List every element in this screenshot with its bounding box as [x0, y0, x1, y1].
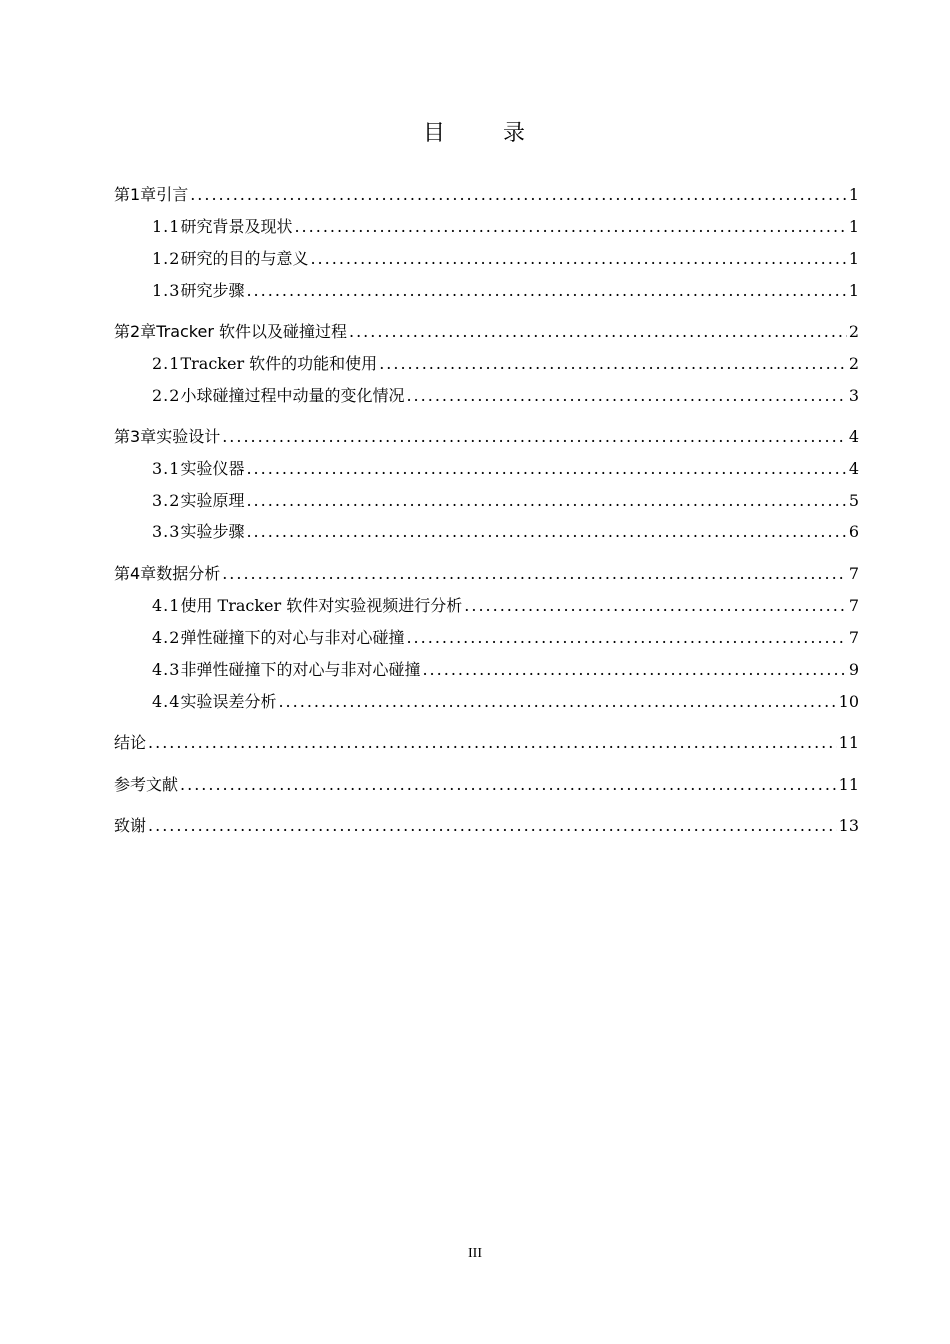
toc-entry-title: 致谢 [114, 816, 147, 835]
toc-section-entry[interactable] [114, 353, 859, 375]
toc-dot-leader [222, 563, 847, 585]
toc-entry-number: 2.2 [152, 386, 181, 405]
toc-entry-page: 1 [848, 281, 859, 300]
toc-dot-leader [148, 732, 837, 754]
toc-entry-number: 1.3 [152, 281, 181, 300]
toc-section-entry[interactable] [114, 280, 859, 302]
title-char-2: 录 [503, 121, 528, 146]
toc-dot-leader [310, 248, 846, 270]
toc-entry-title: 结论 [114, 733, 147, 752]
toc-entry-number: 3.1 [152, 459, 181, 478]
toc-entry-number: 4.3 [152, 660, 181, 679]
toc-entry-page: 1 [848, 185, 859, 204]
toc-dot-leader [190, 184, 847, 206]
toc-entry-title: Tracker 软件以及碰撞过程 [156, 322, 347, 341]
toc-entry-title: 实验原理 [180, 491, 245, 510]
toc-entry-number: 2.1 [152, 354, 181, 373]
toc-entry-title: 小球碰撞过程中动量的变化情况 [180, 386, 405, 405]
toc-entry-number: 1.2 [152, 249, 181, 268]
toc-entry-number: 第2章 [114, 322, 157, 341]
toc-dot-leader [246, 458, 846, 480]
toc-chapter-entry[interactable] [114, 774, 859, 796]
toc-dot-leader [406, 627, 846, 649]
toc-entry-page: 11 [838, 775, 859, 794]
toc-dot-leader [349, 321, 847, 343]
toc-section-entry[interactable] [114, 248, 859, 270]
toc-entry-page: 4 [848, 427, 859, 446]
toc-entry-title: 弹性碰撞下的对心与非对心碰撞 [180, 628, 405, 647]
toc-entry-title: 研究的目的与意义 [180, 249, 309, 268]
toc-section-entry[interactable] [114, 521, 859, 543]
toc-section-entry[interactable] [114, 385, 859, 407]
toc-entry-number: 1.1 [152, 217, 181, 236]
toc-section-entry[interactable] [114, 490, 859, 512]
toc-entry-title: 实验误差分析 [180, 692, 277, 711]
toc-entry-number: 4.1 [152, 596, 181, 615]
toc-chapter-entry[interactable] [114, 184, 859, 206]
toc-entry-number: 3.2 [152, 491, 181, 510]
toc-entry-page: 10 [838, 692, 859, 711]
toc-dot-leader [180, 774, 837, 796]
toc-entry-title: 引言 [156, 185, 189, 204]
toc-entry-number: 4.2 [152, 628, 181, 647]
toc-entry-page: 13 [838, 816, 859, 835]
toc-dot-leader [246, 490, 846, 512]
toc-section-entry[interactable] [114, 659, 859, 681]
toc-entry-page: 3 [848, 386, 859, 405]
toc-entry-page: 2 [848, 322, 859, 341]
toc-entry-page: 9 [848, 660, 859, 679]
toc-chapter-entry[interactable] [114, 732, 859, 754]
toc-entry-page: 7 [848, 628, 859, 647]
toc-entry-title: 实验设计 [156, 427, 221, 446]
toc-entry-page: 7 [848, 596, 859, 615]
toc-entry-title: 实验仪器 [180, 459, 245, 478]
toc-entry-number: 第4章 [114, 564, 157, 583]
toc-entry-title: 数据分析 [156, 564, 221, 583]
toc-entry-title: Tracker 软件的功能和使用 [180, 354, 378, 373]
toc-section-entry[interactable] [114, 216, 859, 238]
toc-entry-number: 第1章 [114, 185, 157, 204]
toc-chapter-entry[interactable] [114, 815, 859, 837]
toc-entry-page: 2 [848, 354, 859, 373]
toc-entry-number: 4.4 [152, 692, 181, 711]
toc-entry-title: 研究背景及现状 [180, 217, 293, 236]
toc-chapter-entry[interactable] [114, 563, 859, 585]
toc-dot-leader [148, 815, 837, 837]
toc-entry-page: 6 [848, 522, 859, 541]
toc-entry-title: 使用 Tracker 软件对实验视频进行分析 [180, 596, 463, 615]
toc-entry-title: 研究步骤 [180, 281, 245, 300]
toc-entry-page: 5 [848, 491, 859, 510]
toc-entry-number: 3.3 [152, 522, 181, 541]
toc-entry-title: 参考文献 [114, 775, 179, 794]
toc-entry-page: 1 [848, 217, 859, 236]
toc-entry-title: 非弹性碰撞下的对心与非对心碰撞 [180, 660, 421, 679]
toc-dot-leader [406, 385, 846, 407]
toc-entry-number: 第3章 [114, 427, 157, 446]
toc-chapter-entry[interactable] [114, 426, 859, 448]
toc-entry-page: 1 [848, 249, 859, 268]
toc-entry-title: 实验步骤 [180, 522, 245, 541]
toc-dot-leader [464, 595, 847, 617]
toc-section-entry[interactable] [114, 627, 859, 649]
page-title [0, 116, 950, 147]
toc-entry-page: 7 [848, 564, 859, 583]
toc-chapter-entry[interactable] [114, 321, 859, 343]
toc-entry-page: 4 [848, 459, 859, 478]
toc-dot-leader [294, 216, 846, 238]
toc-section-entry[interactable] [114, 458, 859, 480]
toc-entry-page: 11 [838, 733, 859, 752]
toc-dot-leader [278, 691, 836, 713]
title-char-1: 目 [422, 121, 447, 146]
toc-section-entry[interactable] [114, 691, 859, 713]
toc-dot-leader [246, 280, 846, 302]
toc-dot-leader [222, 426, 847, 448]
page-number-footer: III [468, 1246, 482, 1261]
toc-dot-leader [246, 521, 846, 543]
toc-section-entry[interactable] [114, 595, 859, 617]
toc-dot-leader [379, 353, 847, 375]
toc-dot-leader [422, 659, 846, 681]
